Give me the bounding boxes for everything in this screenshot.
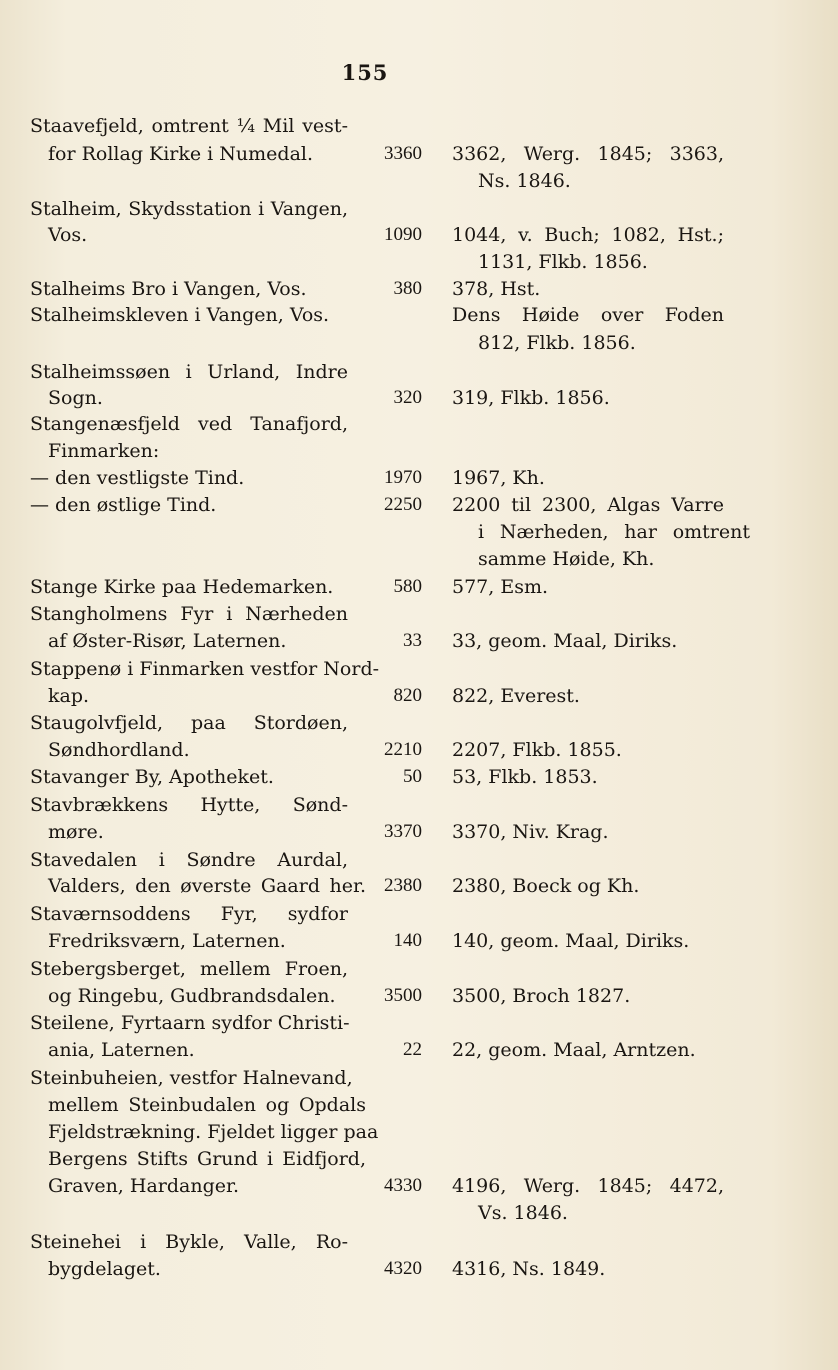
source-reference-line: 2200 til 2300, Algas Varre — [452, 494, 724, 516]
entry-name-line: Steilene, Fyrtaarn sydfor Christi- — [30, 1012, 350, 1034]
source-reference-line: 1131, Flkb. 1856. — [478, 251, 648, 273]
page-number: 155 — [341, 60, 389, 85]
entry-name-line: Stalheimskleven i Vangen, Vos. — [30, 304, 330, 326]
height-value: 1090 — [384, 224, 422, 245]
entry-name-line: og Ringebu, Gudbrandsdalen. — [48, 985, 336, 1007]
entry-name-line: Stavbrækkens Hytte, Sønd- — [30, 794, 348, 816]
source-reference-line: samme Høide, Kh. — [478, 548, 655, 570]
source-reference-line: 2207, Flkb. 1855. — [452, 739, 622, 761]
entry-name-line: Stalheim, Skydsstation i Vangen, — [30, 198, 348, 220]
source-reference-line: Dens Høide over Foden — [452, 304, 724, 326]
entry-name-line: Steinbuheien, vestfor Halnevand, — [30, 1067, 353, 1089]
height-value: 580 — [393, 576, 422, 597]
entry-name-line: Stavedalen i Søndre Aurdal, — [30, 849, 348, 871]
entry-name-line: møre. — [48, 821, 104, 843]
height-value: 4330 — [384, 1175, 422, 1196]
entry-name-line: mellem Steinbudalen og Opdals — [48, 1094, 366, 1116]
height-value: 320 — [393, 387, 422, 408]
source-reference-line: 812, Flkb. 1856. — [478, 332, 636, 354]
entry-name-line: for Rollag Kirke i Numedal. — [48, 143, 314, 165]
source-reference-line: 378, Hst. — [452, 278, 541, 300]
entry-name-line: — den vestligste Tind. — [30, 467, 245, 489]
entry-name-line: Sogn. — [48, 387, 103, 409]
entry-name-line: Steinehei i Bykle, Valle, Ro- — [30, 1231, 348, 1253]
source-reference-line: 3500, Broch 1827. — [452, 985, 631, 1007]
source-reference-line: 1044, v. Buch; 1082, Hst.; — [452, 224, 724, 246]
entry-name-line: Søndhordland. — [48, 739, 190, 761]
entry-name-line: bygdelaget. — [48, 1258, 161, 1280]
source-reference-line: 577, Esm. — [452, 576, 549, 598]
height-value: 1970 — [384, 467, 422, 488]
entry-name-line: Vos. — [48, 224, 88, 246]
entry-name-line: Fredriksværn, Laternen. — [48, 930, 286, 952]
entry-name-line: Stangholmens Fyr i Nærheden — [30, 603, 348, 625]
height-value: 2380 — [384, 875, 422, 896]
height-value: 33 — [403, 630, 422, 651]
entry-name-line: Graven, Hardanger. — [48, 1175, 240, 1197]
source-reference-line: 33, geom. Maal, Diriks. — [452, 630, 678, 652]
entry-name-line: — den østlige Tind. — [30, 494, 217, 516]
source-reference-line: Ns. 1846. — [478, 170, 571, 192]
height-value: 2210 — [384, 739, 422, 760]
source-reference-line: Vs. 1846. — [478, 1202, 568, 1224]
source-reference-line: 1967, Kh. — [452, 467, 545, 489]
height-value: 2250 — [384, 494, 422, 515]
height-value: 380 — [393, 278, 422, 299]
height-value: 4320 — [384, 1258, 422, 1279]
height-value: 50 — [403, 766, 422, 787]
entry-name-line: ania, Laternen. — [48, 1039, 195, 1061]
entry-name-line: af Øster-Risør, Laternen. — [48, 630, 287, 652]
height-value: 3360 — [384, 143, 422, 164]
entry-name-line: Staugolvfjeld, paa Stordøen, — [30, 712, 348, 734]
source-reference-line: 53, Flkb. 1853. — [452, 766, 598, 788]
entry-name-line: Staværnsoddens Fyr, sydfor — [30, 903, 348, 925]
entry-name-line: Valders, den øverste Gaard her. — [48, 875, 366, 897]
height-value: 3500 — [384, 985, 422, 1006]
entry-name-line: Staavefjeld, omtrent ¼ Mil vest- — [30, 115, 348, 137]
entry-name-line: Stalheimssøen i Urland, Indre — [30, 361, 348, 383]
entry-name-line: Stavanger By, Apotheket. — [30, 766, 274, 788]
source-reference-line: 2380, Boeck og Kh. — [452, 875, 640, 897]
entry-name-line: kap. — [48, 685, 90, 707]
source-reference-line: 4196, Werg. 1845; 4472, — [452, 1175, 724, 1197]
entry-name-line: Stalheims Bro i Vangen, Vos. — [30, 278, 307, 300]
source-reference-line: 3362, Werg. 1845; 3363, — [452, 143, 724, 165]
height-value: 3370 — [384, 821, 422, 842]
source-reference-line: 319, Flkb. 1856. — [452, 387, 610, 409]
height-value: 820 — [393, 685, 422, 706]
entry-name-line: Bergens Stifts Grund i Eidfjord, — [48, 1148, 366, 1170]
height-value: 22 — [403, 1039, 422, 1060]
source-reference-line: 3370, Niv. Krag. — [452, 821, 609, 843]
source-reference-line: i Nærheden, har omtrent — [478, 521, 750, 543]
source-reference-line: 822, Everest. — [452, 685, 580, 707]
height-value: 140 — [393, 930, 422, 951]
entry-name-line: Fjeldstrækning. Fjeldet ligger paa — [48, 1121, 379, 1143]
entry-name-line: Stappenø i Finmarken vestfor Nord- — [30, 658, 380, 680]
source-reference-line: 22, geom. Maal, Arntzen. — [452, 1039, 696, 1061]
source-reference-line: 4316, Ns. 1849. — [452, 1258, 606, 1280]
entry-name-line: Stange Kirke paa Hedemarken. — [30, 576, 334, 598]
entry-name-line: Finmarken: — [48, 440, 160, 462]
source-reference-line: 140, geom. Maal, Diriks. — [452, 930, 690, 952]
entry-name-line: Stebergsberget, mellem Froen, — [30, 958, 348, 980]
entry-name-line: Stangenæsfjeld ved Tanafjord, — [30, 413, 348, 435]
